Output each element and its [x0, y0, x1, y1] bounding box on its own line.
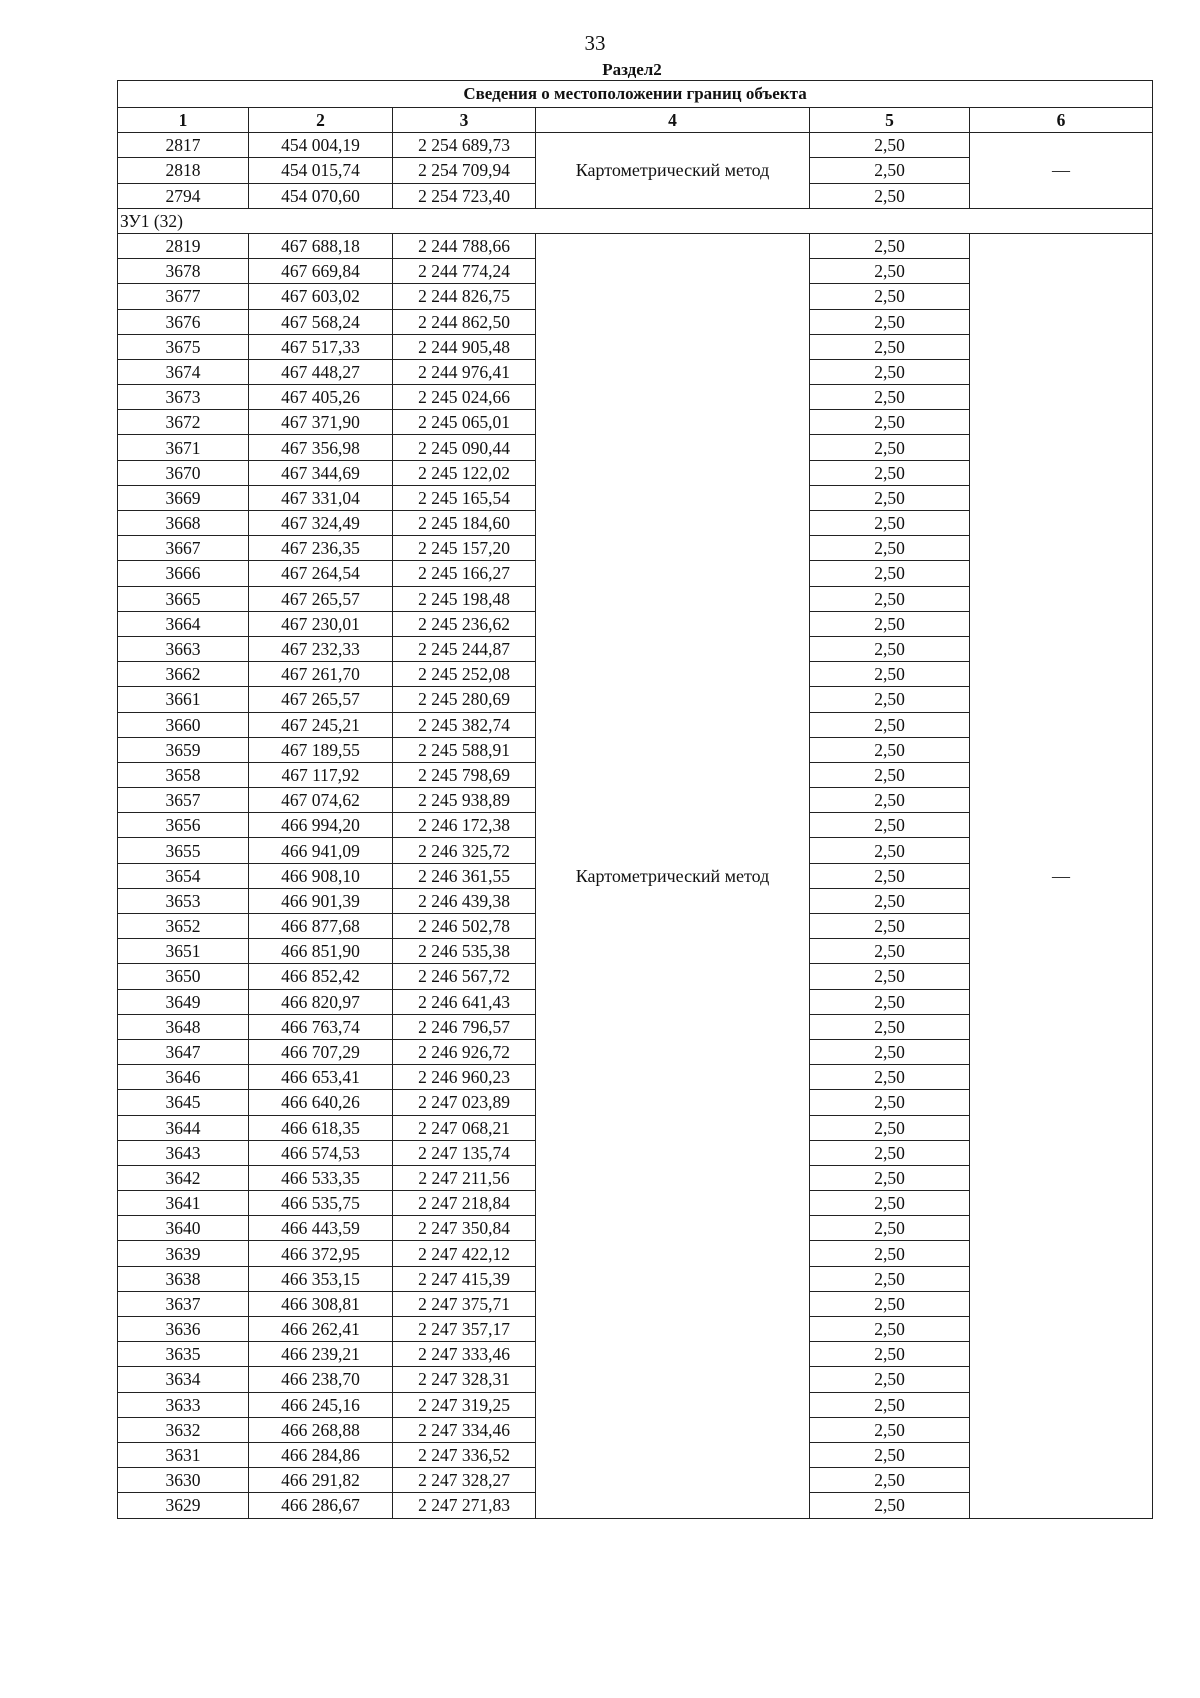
x-coordinate: 454 004,19: [249, 133, 393, 158]
point-number: 3650: [118, 964, 249, 989]
point-number: 3657: [118, 788, 249, 813]
column-header: 4: [536, 108, 810, 133]
x-coordinate: 466 443,59: [249, 1216, 393, 1241]
accuracy-value: 2,50: [810, 259, 970, 284]
method-cell: Картометрический метод: [536, 133, 810, 209]
x-coordinate: 467 324,49: [249, 511, 393, 536]
column-header: 1: [118, 108, 249, 133]
point-number: 3632: [118, 1417, 249, 1442]
accuracy-value: 2,50: [810, 1115, 970, 1140]
x-coordinate: 466 908,10: [249, 863, 393, 888]
point-number: 3658: [118, 762, 249, 787]
x-coordinate: 467 265,57: [249, 586, 393, 611]
accuracy-value: 2,50: [810, 1140, 970, 1165]
accuracy-value: 2,50: [810, 183, 970, 208]
accuracy-value: 2,50: [810, 1191, 970, 1216]
x-coordinate: 467 331,04: [249, 485, 393, 510]
accuracy-value: 2,50: [810, 158, 970, 183]
group-row: [118, 208, 1153, 233]
accuracy-value: 2,50: [810, 813, 970, 838]
accuracy-value: 2,50: [810, 838, 970, 863]
point-number: 3677: [118, 284, 249, 309]
accuracy-value: 2,50: [810, 1065, 970, 1090]
point-number: 3645: [118, 1090, 249, 1115]
y-coordinate: 2 246 796,57: [393, 1014, 536, 1039]
y-coordinate: 2 245 165,54: [393, 485, 536, 510]
y-coordinate: 2 247 211,56: [393, 1165, 536, 1190]
point-number: 3653: [118, 888, 249, 913]
accuracy-value: 2,50: [810, 964, 970, 989]
accuracy-value: 2,50: [810, 1165, 970, 1190]
point-number: 3642: [118, 1165, 249, 1190]
column-header-row: [118, 108, 1153, 133]
point-number: 3640: [118, 1216, 249, 1241]
y-coordinate: 2 247 357,17: [393, 1317, 536, 1342]
point-number: 3644: [118, 1115, 249, 1140]
accuracy-value: 2,50: [810, 1342, 970, 1367]
accuracy-value: 2,50: [810, 334, 970, 359]
x-coordinate: 466 533,35: [249, 1165, 393, 1190]
point-number: 3630: [118, 1468, 249, 1493]
accuracy-value: 2,50: [810, 1317, 970, 1342]
accuracy-value: 2,50: [810, 712, 970, 737]
x-coordinate: 454 070,60: [249, 183, 393, 208]
accuracy-value: 2,50: [810, 284, 970, 309]
x-coordinate: 466 994,20: [249, 813, 393, 838]
point-number: 3669: [118, 485, 249, 510]
point-number: 3667: [118, 536, 249, 561]
point-number: 2818: [118, 158, 249, 183]
x-coordinate: 466 286,67: [249, 1493, 393, 1518]
x-coordinate: 467 669,84: [249, 259, 393, 284]
accuracy-value: 2,50: [810, 536, 970, 561]
accuracy-value: 2,50: [810, 1266, 970, 1291]
accuracy-value: 2,50: [810, 914, 970, 939]
column-header: 5: [810, 108, 970, 133]
accuracy-value: 2,50: [810, 687, 970, 712]
y-coordinate: 2 245 280,69: [393, 687, 536, 712]
point-number: 3647: [118, 1039, 249, 1064]
column-header: 6: [970, 108, 1153, 133]
y-coordinate: 2 245 252,08: [393, 662, 536, 687]
y-coordinate: 2 254 723,40: [393, 183, 536, 208]
point-number: 3656: [118, 813, 249, 838]
x-coordinate: 466 820,97: [249, 989, 393, 1014]
accuracy-value: 2,50: [810, 460, 970, 485]
x-coordinate: 466 852,42: [249, 964, 393, 989]
y-coordinate: 2 245 157,20: [393, 536, 536, 561]
accuracy-value: 2,50: [810, 1014, 970, 1039]
y-coordinate: 2 245 938,89: [393, 788, 536, 813]
note-cell: —: [970, 233, 1153, 1518]
x-coordinate: 466 262,41: [249, 1317, 393, 1342]
accuracy-value: 2,50: [810, 989, 970, 1014]
y-coordinate: 2 254 709,94: [393, 158, 536, 183]
y-coordinate: 2 245 166,27: [393, 561, 536, 586]
point-number: 3662: [118, 662, 249, 687]
x-coordinate: 466 239,21: [249, 1342, 393, 1367]
y-coordinate: 2 244 788,66: [393, 233, 536, 258]
x-coordinate: 467 405,26: [249, 385, 393, 410]
accuracy-value: 2,50: [810, 1090, 970, 1115]
y-coordinate: 2 246 926,72: [393, 1039, 536, 1064]
y-coordinate: 2 247 375,71: [393, 1291, 536, 1316]
accuracy-value: 2,50: [810, 611, 970, 636]
accuracy-value: 2,50: [810, 511, 970, 536]
y-coordinate: 2 246 172,38: [393, 813, 536, 838]
y-coordinate: 2 245 244,87: [393, 636, 536, 661]
point-number: 3651: [118, 939, 249, 964]
y-coordinate: 2 247 319,25: [393, 1392, 536, 1417]
x-coordinate: 466 291,82: [249, 1468, 393, 1493]
accuracy-value: 2,50: [810, 359, 970, 384]
point-number: 3634: [118, 1367, 249, 1392]
y-coordinate: 2 245 122,02: [393, 460, 536, 485]
x-coordinate: 466 284,86: [249, 1442, 393, 1467]
y-coordinate: 2 246 535,38: [393, 939, 536, 964]
y-coordinate: 2 254 689,73: [393, 133, 536, 158]
table-row: [118, 133, 1153, 158]
note-cell: —: [970, 133, 1153, 209]
x-coordinate: 467 448,27: [249, 359, 393, 384]
accuracy-value: 2,50: [810, 1367, 970, 1392]
column-header: 3: [393, 108, 536, 133]
table-row: [118, 233, 1153, 258]
y-coordinate: 2 246 567,72: [393, 964, 536, 989]
accuracy-value: 2,50: [810, 485, 970, 510]
y-coordinate: 2 244 905,48: [393, 334, 536, 359]
point-number: 3631: [118, 1442, 249, 1467]
point-number: 3641: [118, 1191, 249, 1216]
y-coordinate: 2 246 361,55: [393, 863, 536, 888]
x-coordinate: 467 236,35: [249, 536, 393, 561]
y-coordinate: 2 247 415,39: [393, 1266, 536, 1291]
accuracy-value: 2,50: [810, 1468, 970, 1493]
y-coordinate: 2 246 960,23: [393, 1065, 536, 1090]
x-coordinate: 466 618,35: [249, 1115, 393, 1140]
point-number: 3663: [118, 636, 249, 661]
x-coordinate: 467 264,54: [249, 561, 393, 586]
x-coordinate: 467 117,92: [249, 762, 393, 787]
accuracy-value: 2,50: [810, 939, 970, 964]
caption-row: [118, 81, 1153, 108]
point-number: 3629: [118, 1493, 249, 1518]
accuracy-value: 2,50: [810, 1493, 970, 1518]
accuracy-value: 2,50: [810, 1417, 970, 1442]
point-number: 3652: [118, 914, 249, 939]
x-coordinate: 466 268,88: [249, 1417, 393, 1442]
accuracy-value: 2,50: [810, 233, 970, 258]
x-coordinate: 466 941,09: [249, 838, 393, 863]
column-header: 2: [249, 108, 393, 133]
x-coordinate: 467 356,98: [249, 435, 393, 460]
x-coordinate: 466 372,95: [249, 1241, 393, 1266]
x-coordinate: 467 265,57: [249, 687, 393, 712]
x-coordinate: 466 901,39: [249, 888, 393, 913]
y-coordinate: 2 245 798,69: [393, 762, 536, 787]
point-number: 3664: [118, 611, 249, 636]
x-coordinate: 467 603,02: [249, 284, 393, 309]
x-coordinate: 466 877,68: [249, 914, 393, 939]
accuracy-value: 2,50: [810, 1039, 970, 1064]
table-caption: Сведения о местоположении границ объекта: [118, 81, 1153, 108]
point-number: 3646: [118, 1065, 249, 1090]
x-coordinate: 467 517,33: [249, 334, 393, 359]
y-coordinate: 2 244 976,41: [393, 359, 536, 384]
y-coordinate: 2 247 135,74: [393, 1140, 536, 1165]
point-number: 3643: [118, 1140, 249, 1165]
point-number: 3660: [118, 712, 249, 737]
point-number: 3655: [118, 838, 249, 863]
y-coordinate: 2 245 090,44: [393, 435, 536, 460]
y-coordinate: 2 247 328,27: [393, 1468, 536, 1493]
boundary-coordinates-table: [117, 80, 1153, 1519]
point-number: 3676: [118, 309, 249, 334]
page-number: 33: [584, 31, 606, 55]
x-coordinate: 466 707,29: [249, 1039, 393, 1064]
accuracy-value: 2,50: [810, 1291, 970, 1316]
x-coordinate: 466 353,15: [249, 1266, 393, 1291]
x-coordinate: 466 238,70: [249, 1367, 393, 1392]
point-number: 3665: [118, 586, 249, 611]
x-coordinate: 466 640,26: [249, 1090, 393, 1115]
y-coordinate: 2 245 184,60: [393, 511, 536, 536]
x-coordinate: 467 688,18: [249, 233, 393, 258]
point-number: 3672: [118, 410, 249, 435]
accuracy-value: 2,50: [810, 863, 970, 888]
x-coordinate: 466 245,16: [249, 1392, 393, 1417]
point-number: 3674: [118, 359, 249, 384]
y-coordinate: 2 244 862,50: [393, 309, 536, 334]
point-number: 2819: [118, 233, 249, 258]
x-coordinate: 467 189,55: [249, 737, 393, 762]
x-coordinate: 467 245,21: [249, 712, 393, 737]
y-coordinate: 2 244 774,24: [393, 259, 536, 284]
point-number: 3636: [118, 1317, 249, 1342]
y-coordinate: 2 247 336,52: [393, 1442, 536, 1467]
y-coordinate: 2 244 826,75: [393, 284, 536, 309]
y-coordinate: 2 247 350,84: [393, 1216, 536, 1241]
y-coordinate: 2 245 588,91: [393, 737, 536, 762]
y-coordinate: 2 247 334,46: [393, 1417, 536, 1442]
accuracy-value: 2,50: [810, 410, 970, 435]
point-number: 3639: [118, 1241, 249, 1266]
y-coordinate: 2 247 218,84: [393, 1191, 536, 1216]
x-coordinate: 467 232,33: [249, 636, 393, 661]
y-coordinate: 2 246 439,38: [393, 888, 536, 913]
table-body: [118, 133, 1153, 1518]
point-number: 3671: [118, 435, 249, 460]
point-number: 3666: [118, 561, 249, 586]
point-number: 3659: [118, 737, 249, 762]
point-number: 3661: [118, 687, 249, 712]
y-coordinate: 2 246 641,43: [393, 989, 536, 1014]
y-coordinate: 2 246 325,72: [393, 838, 536, 863]
section-title: Раздел2: [602, 60, 662, 79]
point-number: 3670: [118, 460, 249, 485]
accuracy-value: 2,50: [810, 1216, 970, 1241]
point-number: 3635: [118, 1342, 249, 1367]
x-coordinate: 467 074,62: [249, 788, 393, 813]
accuracy-value: 2,50: [810, 636, 970, 661]
point-number: 3637: [118, 1291, 249, 1316]
point-number: 3654: [118, 863, 249, 888]
y-coordinate: 2 247 422,12: [393, 1241, 536, 1266]
point-number: 3638: [118, 1266, 249, 1291]
method-cell: Картометрический метод: [536, 233, 810, 1518]
x-coordinate: 467 230,01: [249, 611, 393, 636]
accuracy-value: 2,50: [810, 762, 970, 787]
x-coordinate: 466 574,53: [249, 1140, 393, 1165]
accuracy-value: 2,50: [810, 561, 970, 586]
y-coordinate: 2 247 328,31: [393, 1367, 536, 1392]
y-coordinate: 2 245 065,01: [393, 410, 536, 435]
x-coordinate: 466 535,75: [249, 1191, 393, 1216]
y-coordinate: 2 245 236,62: [393, 611, 536, 636]
accuracy-value: 2,50: [810, 737, 970, 762]
y-coordinate: 2 245 024,66: [393, 385, 536, 410]
y-coordinate: 2 247 023,89: [393, 1090, 536, 1115]
y-coordinate: 2 247 068,21: [393, 1115, 536, 1140]
accuracy-value: 2,50: [810, 788, 970, 813]
point-number: 3675: [118, 334, 249, 359]
accuracy-value: 2,50: [810, 1241, 970, 1266]
accuracy-value: 2,50: [810, 309, 970, 334]
accuracy-value: 2,50: [810, 888, 970, 913]
accuracy-value: 2,50: [810, 385, 970, 410]
y-coordinate: 2 245 382,74: [393, 712, 536, 737]
y-coordinate: 2 246 502,78: [393, 914, 536, 939]
x-coordinate: 466 851,90: [249, 939, 393, 964]
point-number: 2817: [118, 133, 249, 158]
point-number: 3673: [118, 385, 249, 410]
point-number: 2794: [118, 183, 249, 208]
x-coordinate: 467 261,70: [249, 662, 393, 687]
y-coordinate: 2 247 271,83: [393, 1493, 536, 1518]
x-coordinate: 467 344,69: [249, 460, 393, 485]
x-coordinate: 466 308,81: [249, 1291, 393, 1316]
x-coordinate: 466 763,74: [249, 1014, 393, 1039]
x-coordinate: 467 568,24: [249, 309, 393, 334]
accuracy-value: 2,50: [810, 1392, 970, 1417]
y-coordinate: 2 245 198,48: [393, 586, 536, 611]
accuracy-value: 2,50: [810, 133, 970, 158]
accuracy-value: 2,50: [810, 1442, 970, 1467]
y-coordinate: 2 247 333,46: [393, 1342, 536, 1367]
point-number: 3678: [118, 259, 249, 284]
point-number: 3648: [118, 1014, 249, 1039]
point-number: 3633: [118, 1392, 249, 1417]
point-number: 3649: [118, 989, 249, 1014]
group-label: ЗУ1 (32): [118, 208, 1153, 233]
point-number: 3668: [118, 511, 249, 536]
x-coordinate: 466 653,41: [249, 1065, 393, 1090]
accuracy-value: 2,50: [810, 586, 970, 611]
accuracy-value: 2,50: [810, 662, 970, 687]
x-coordinate: 454 015,74: [249, 158, 393, 183]
accuracy-value: 2,50: [810, 435, 970, 460]
x-coordinate: 467 371,90: [249, 410, 393, 435]
